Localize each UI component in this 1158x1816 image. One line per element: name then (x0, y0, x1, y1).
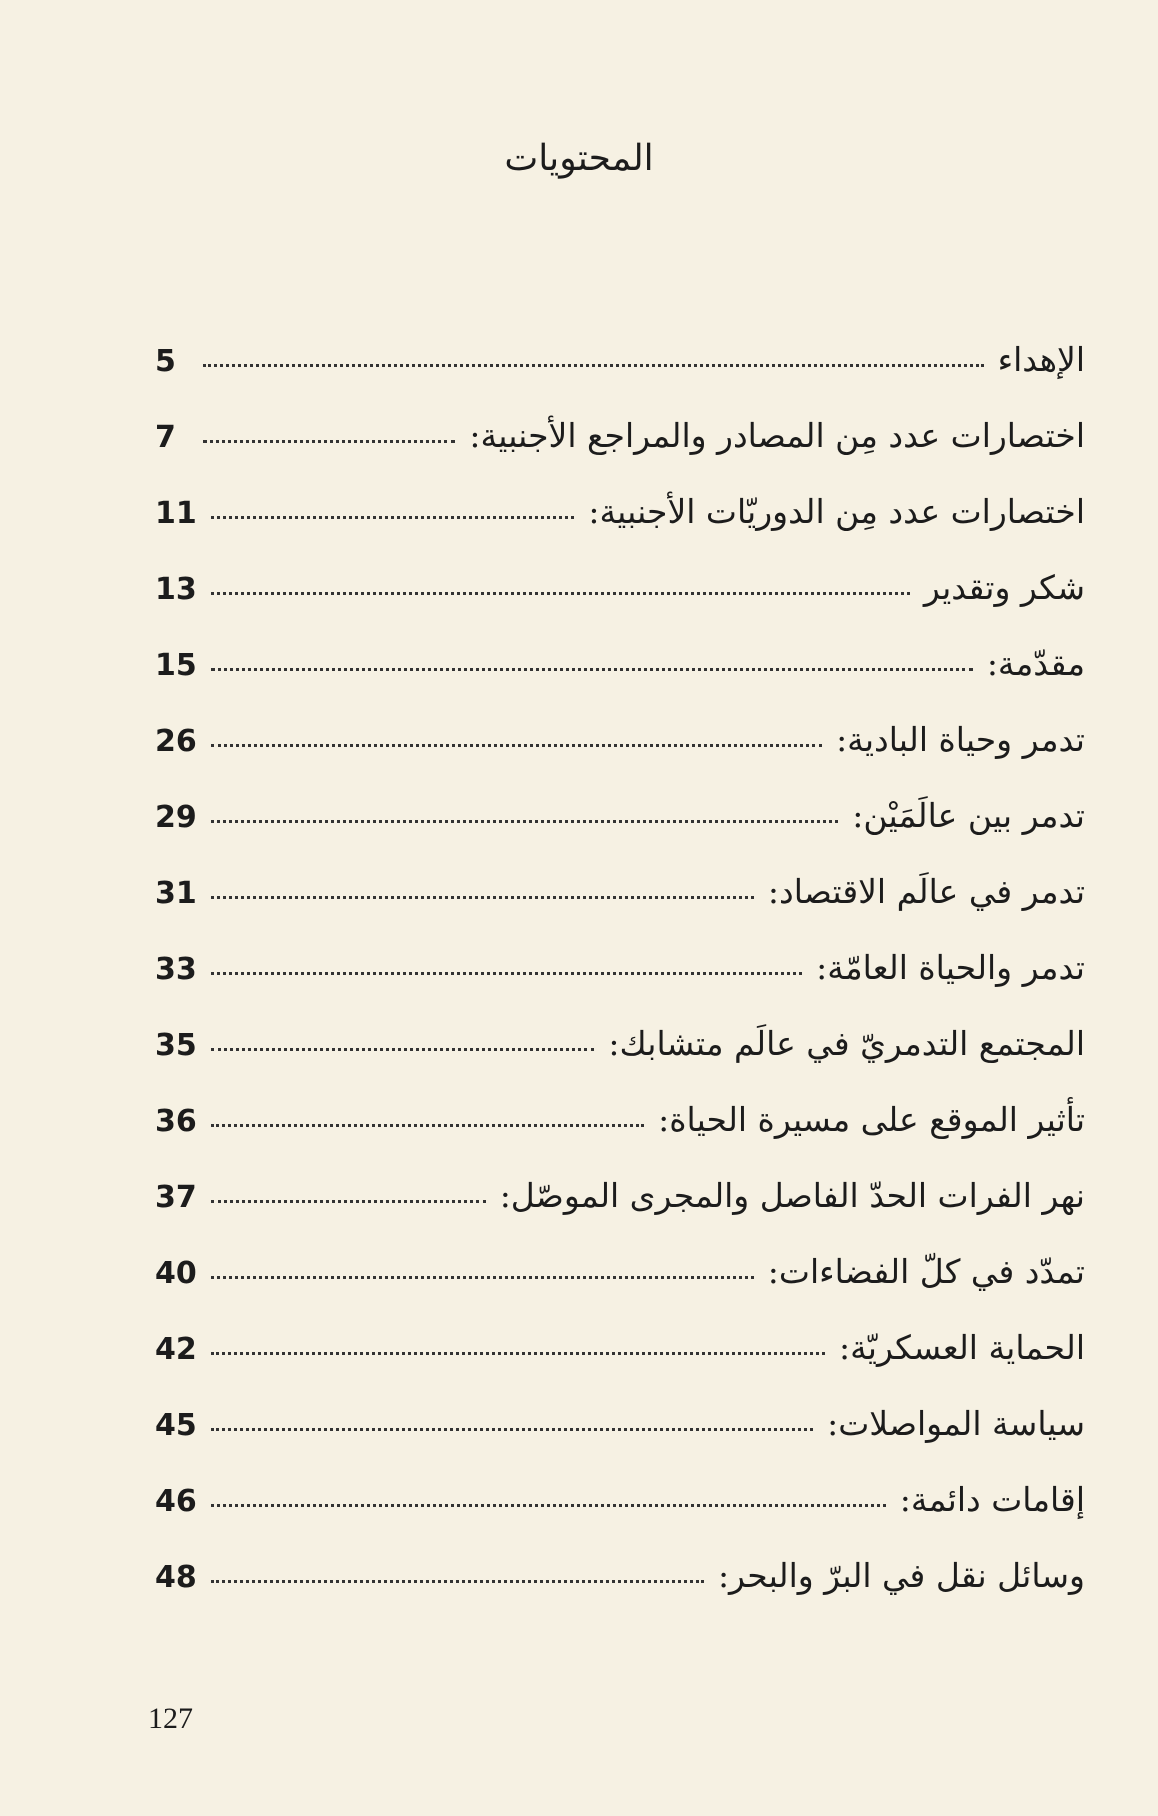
dot-leader (203, 440, 455, 443)
toc-entry-page: 31 (155, 876, 197, 911)
toc-entry[interactable] (155, 492, 1085, 568)
dot-leader (211, 972, 802, 975)
toc-entry-page: 40 (155, 1256, 197, 1291)
toc-entry-label: وسائل نقل في البرّ والبحر: (717, 1556, 1085, 1595)
toc-entry-page: 45 (155, 1408, 197, 1443)
toc-entry-page: 36 (155, 1104, 197, 1139)
dot-leader (211, 1200, 486, 1203)
toc-entry[interactable] (155, 1100, 1085, 1176)
toc-entry[interactable] (155, 1176, 1085, 1252)
dot-leader (211, 820, 839, 823)
toc-entry[interactable] (155, 1328, 1085, 1404)
toc-entry[interactable] (155, 1024, 1085, 1100)
toc-entry-label: تدمر بين عالَمَيْن: (852, 796, 1085, 835)
toc-entry[interactable] (155, 416, 1085, 492)
dot-leader (211, 668, 973, 671)
toc-entry-label: سياسة المواصلات: (827, 1404, 1085, 1443)
dot-leader (211, 1048, 595, 1051)
toc-entry[interactable] (155, 340, 1085, 416)
toc-entry-label: تدمر في عالَم الاقتصاد: (767, 872, 1085, 911)
toc-entry[interactable] (155, 948, 1085, 1024)
toc-entry-label: الإهداء (997, 340, 1085, 379)
dot-leader (211, 1580, 704, 1583)
toc-entry[interactable] (155, 720, 1085, 796)
toc-entry-label: اختصارات عدد مِن المصادر والمراجع الأجنبية: (469, 416, 1085, 455)
toc-entry[interactable] (155, 1556, 1085, 1632)
toc-entry[interactable] (155, 1404, 1085, 1480)
dot-leader (203, 364, 984, 367)
toc-entry[interactable] (155, 568, 1085, 644)
toc-entry[interactable] (155, 872, 1085, 948)
toc-entry-page: 5 (155, 344, 176, 379)
toc-entry-label: شكر وتقدير (923, 568, 1085, 607)
toc-entry[interactable] (155, 796, 1085, 872)
toc-entry[interactable] (155, 644, 1085, 720)
toc-entry-page: 11 (155, 496, 197, 531)
toc-entry-label: اختصارات عدد مِن الدوريّات الأجنبية: (588, 492, 1085, 531)
toc-entry-label: المجتمع التدمريّ في عالَم متشابك: (608, 1024, 1085, 1063)
dot-leader (211, 896, 754, 899)
toc-entry-label: تدمر وحياة البادية: (836, 720, 1085, 759)
toc-entry-page: 15 (155, 648, 197, 683)
toc-entry-page: 37 (155, 1180, 197, 1215)
toc-entry-label: تمدّد في كلّ الفضاءات: (767, 1252, 1085, 1291)
toc-entry-page: 13 (155, 572, 197, 607)
toc-entry-page: 42 (155, 1332, 197, 1367)
toc-entry-page: 29 (155, 800, 197, 835)
toc-entry-page: 33 (155, 952, 197, 987)
toc-entry-page: 35 (155, 1028, 197, 1063)
toc-entry-page: 48 (155, 1560, 197, 1595)
toc-entry-page: 26 (155, 724, 197, 759)
dot-leader (211, 744, 822, 747)
dot-leader (211, 516, 575, 519)
toc-entry[interactable] (155, 1480, 1085, 1556)
dot-leader (211, 592, 910, 595)
page-number: 127 (148, 1702, 193, 1735)
dot-leader (211, 1276, 754, 1279)
toc-entry-label: مقدّمة: (986, 644, 1085, 683)
toc-entry-label: الحماية العسكريّة: (838, 1328, 1085, 1367)
toc-entry-page: 46 (155, 1484, 197, 1519)
toc-entry-page: 7 (155, 420, 176, 455)
page-title: المحتويات (504, 138, 654, 179)
table-of-contents (155, 340, 1085, 1632)
toc-entry-label: إقامات دائمة: (899, 1480, 1085, 1519)
toc-entry-label: نهر الفرات الحدّ الفاصل والمجرى الموصّل: (499, 1176, 1085, 1215)
dot-leader (211, 1504, 886, 1507)
toc-entry-label: تدمر والحياة العامّة: (816, 948, 1085, 987)
dot-leader (211, 1124, 644, 1127)
dot-leader (211, 1352, 825, 1355)
toc-entry[interactable] (155, 1252, 1085, 1328)
dot-leader (211, 1428, 813, 1431)
toc-entry-label: تأثير الموقع على مسيرة الحياة: (658, 1100, 1085, 1139)
